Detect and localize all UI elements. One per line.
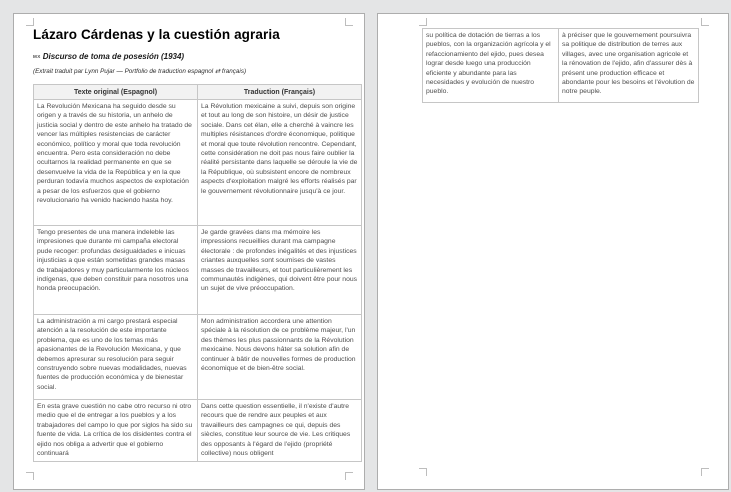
cell-spanish[interactable]: Tengo presentes de una manera indeleble las impresiones que durante mi campaña electoral pude recoger: profundas desigualdades e inicuas injusticias a que están sometidas grandes masas de trabajadores y muy particularmente los núcleos indígenas, que deben constituir para nosotros una honda preocupación.: [34, 226, 198, 315]
margin-mark-top-right-icon: [345, 18, 353, 26]
page-1[interactable]: [13, 13, 365, 490]
table-row: [34, 400, 362, 462]
table-row: [423, 29, 699, 103]
mexico-flag-icon: MX: [33, 53, 41, 59]
margin-mark-bottom-right-icon: [345, 472, 353, 480]
table-row: [34, 226, 362, 315]
margin-mark-bottom-right-icon: [701, 468, 709, 476]
margin-mark-top-left-icon: [26, 18, 34, 26]
table-row: [34, 100, 362, 226]
margin-mark-bottom-left-icon: [26, 472, 34, 480]
page-2[interactable]: [377, 13, 729, 490]
cell-french[interactable]: à préciser que le gouvernement poursuivra sa politique de distribution de terres aux villages, avec une organisation agricole et la rénovation de l'ejido, afin d'assurer dès à présent une production efficace et abondante pour les besoins et l'évolution de notre peuple.: [559, 29, 699, 103]
table-header-row: [34, 85, 362, 100]
translator-byline[interactable]: (Extrait traduit par Lynn Pujar — Portfolio de traduction espagnol ⇄ français): [33, 68, 247, 75]
margin-mark-bottom-left-icon: [419, 468, 427, 476]
cell-french[interactable]: Dans cette question essentielle, il n'existe d'autre recours que de rendre aux peuples et aux travailleurs des campagnes ce qui, depuis des siècles, constitue leur source de vie. Les critiques des opposants à l'égard de l'ejido (propriété collective) nous obligent: [198, 400, 362, 462]
cell-french[interactable]: Je garde gravées dans ma mémoire les impressions recueillies durant ma campagne électorale : de profondes inégalités et des injustices criantes auxquelles sont soumises de vastes masses de travailleurs, et tout particulièrement les communautés indigènes, qui doivent être pour nous un sujet de vive préoccupation.: [198, 226, 362, 315]
translation-table: [33, 84, 362, 462]
translation-table-continued: [422, 28, 699, 103]
column-header-spanish[interactable]: Texte original (Espagnol): [34, 85, 198, 100]
cell-spanish[interactable]: La administración a mi cargo prestará especial atención a la resolución de este importante problema, que es uno de los temas más apasionantes de la Revolución Mexicana, y que debemos apresurar su resolución para seguir construyendo sobre nuevas modalidades, nuevas fuentes de producción económica y de bienestar social.: [34, 315, 198, 400]
cell-french[interactable]: La Révolution mexicaine a suivi, depuis son origine et tout au long de son histoire, un désir de justice sociale. Dans cet élan, elle a cherché à vaincre les multiples résistances d'ordre économique, politique et moral que toute révolution rencontre. Cependant, cette considération ne doit pas nous faire oublier la réalité persistante dans laquelle se déroule la vie de la République, où subsistent encore de nombreux aspects d'exploitation malgré les efforts réalisés par le gouvernement révolutionnaire jusqu'à ce jour.: [198, 100, 362, 226]
cell-spanish[interactable]: su política de dotación de tierras a los pueblos, con la organización agrícola y el refaccionamiento del ejido, pues desea lograr desde luego una producción eficiente y abundante para las necesidades y evolución de nuestro pueblo.: [423, 29, 559, 103]
cell-spanish[interactable]: La Revolución Mexicana ha seguido desde su origen y a través de su historia, un anhelo de justicia social y dentro de este anhelo ha tratado de vencer las múltiples resistencias de carácter económico, político y moral que toda revolución encuentra. Pero esta consideración no debe ocultarnos la realidad permanente en que se desenvuelve la vida de la República y en la que perduran todavía muchos aspectos de explotación a pesar de los esfuerzos que el gobierno revolucionario ha venido haciendo hasta hoy.: [34, 100, 198, 226]
document-title[interactable]: Lázaro Cárdenas y la cuestión agraria: [33, 27, 280, 42]
margin-mark-top-right-icon: [701, 18, 709, 26]
document-subtitle[interactable]: [33, 52, 184, 61]
cell-french[interactable]: Mon administration accordera une attention spéciale à la résolution de ce problème majeur, l'un des thèmes les plus passionnants de la Révolution mexicaine. Nous devons hâter sa solution afin de continuer à bâtir de nouvelles formes de production économique et de bien-être social.: [198, 315, 362, 400]
cell-spanish[interactable]: En esta grave cuestión no cabe otro recurso ni otro medio que el de entregar a los pueblos y a los trabajadores del campo lo que por siglos ha sido su fuente de vida. La crítica de los disidentes contra el ejido nos obliga a advertir que el gobierno continuará: [34, 400, 198, 462]
subtitle-text: Discurso de toma de posesión (1934): [42, 52, 185, 61]
column-header-french[interactable]: Traduction (Français): [198, 85, 362, 100]
table-row: [34, 315, 362, 400]
margin-mark-top-left-icon: [419, 18, 427, 26]
